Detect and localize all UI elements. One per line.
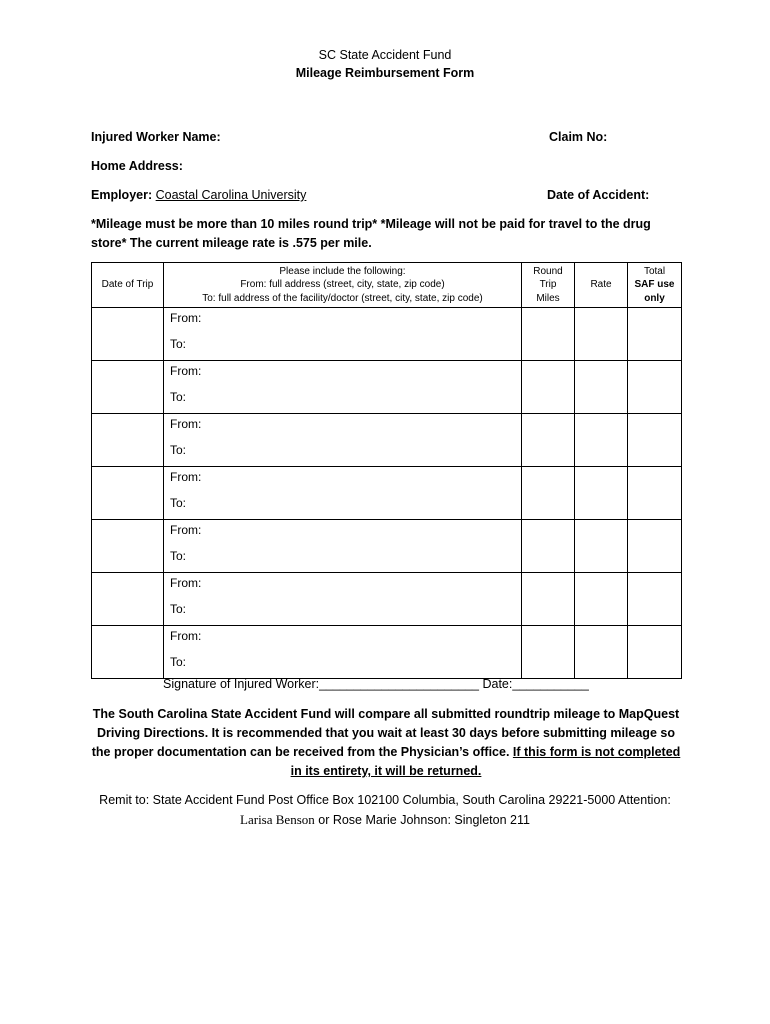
rate-cell[interactable]	[575, 520, 628, 573]
rate-cell[interactable]	[575, 414, 628, 467]
employer-value: Coastal Carolina University	[155, 188, 307, 202]
address-cell[interactable]	[164, 414, 522, 467]
round-trip-miles-cell[interactable]	[522, 626, 575, 679]
employer-field[interactable]	[91, 188, 306, 202]
home-address-field[interactable]	[91, 159, 183, 173]
table-row	[92, 308, 682, 361]
total-cell[interactable]	[628, 520, 682, 573]
table-row	[92, 520, 682, 573]
date-of-trip-cell[interactable]	[92, 467, 164, 520]
date-of-accident-label: Date of Accident:	[547, 188, 650, 202]
injured-worker-name-field[interactable]	[91, 130, 221, 144]
returned-warning: If this form is not completed in its entirety, it will be returned.	[290, 745, 681, 778]
round-trip-miles-cell[interactable]	[522, 520, 575, 573]
date-of-trip-cell[interactable]	[92, 414, 164, 467]
to-label: To:	[170, 602, 187, 616]
date-of-trip-cell[interactable]	[92, 573, 164, 626]
remit-line: Remit to: State Accident Fund Post Office Box 102100 Columbia, South Carolina 29221-5000 Attention:	[99, 793, 671, 807]
from-label: From:	[170, 311, 202, 325]
table-row	[92, 626, 682, 679]
to-label: To:	[170, 337, 187, 351]
address-cell[interactable]	[164, 308, 522, 361]
total-cell[interactable]	[628, 361, 682, 414]
rate-cell[interactable]	[575, 467, 628, 520]
organization-name: SC State Accident Fund	[318, 48, 452, 62]
date-of-trip-cell[interactable]	[92, 520, 164, 573]
remit-address	[60, 791, 710, 830]
remit-contact-rest: or Rose Marie Johnson: Singleton 211	[314, 813, 530, 827]
round-trip-miles-cell[interactable]	[522, 414, 575, 467]
injured-worker-name-label: Injured Worker Name:	[91, 130, 221, 144]
table-row	[92, 414, 682, 467]
round-trip-miles-cell[interactable]	[522, 308, 575, 361]
total-cell[interactable]	[628, 626, 682, 679]
claim-no-field[interactable]	[549, 130, 607, 144]
round-trip-miles-cell[interactable]	[522, 467, 575, 520]
compare-text: The South Carolina State Accident Fund will compare all submitted roundtrip mileage to MapQuest Driving Directions. It is recommended that you wait at least 30 days before submitting mileage so the proper documentation can be received from the Physician’s office.	[91, 707, 680, 759]
rate-cell[interactable]	[575, 626, 628, 679]
total-cell[interactable]	[628, 573, 682, 626]
to-label: To:	[170, 443, 187, 457]
round-trip-miles-cell[interactable]	[522, 573, 575, 626]
mapquest-notice	[91, 705, 681, 781]
round-trip-miles-cell[interactable]	[522, 361, 575, 414]
to-label: To:	[170, 655, 187, 669]
from-label: From:	[170, 470, 202, 484]
to-label: To:	[170, 549, 187, 563]
from-label: From:	[170, 629, 202, 643]
col-header-rate: Rate	[575, 263, 628, 308]
to-label: To:	[170, 390, 187, 404]
signature-line[interactable]: Signature of Injured Worker:_______________________ Date:___________	[163, 677, 589, 691]
employer-label: Employer:	[91, 188, 153, 202]
total-cell[interactable]	[628, 414, 682, 467]
col-header-address: Please include the following: From: full address (street, city, state, zip code) To: full address of the facility/doctor (street, city, state, zip code)	[164, 263, 522, 308]
mileage-table	[91, 262, 682, 679]
address-cell[interactable]	[164, 573, 522, 626]
date-of-trip-cell[interactable]	[92, 308, 164, 361]
claim-no-label: Claim No:	[549, 130, 608, 144]
rate-cell[interactable]	[575, 573, 628, 626]
table-row	[92, 467, 682, 520]
col-header-round-trip-miles: Round Trip Miles	[522, 263, 575, 308]
total-cell[interactable]	[628, 308, 682, 361]
from-label: From:	[170, 523, 202, 537]
to-label: To:	[170, 496, 187, 510]
address-cell[interactable]	[164, 626, 522, 679]
from-label: From:	[170, 417, 202, 431]
date-of-accident-field[interactable]	[547, 188, 649, 202]
from-label: From:	[170, 364, 202, 378]
table-row	[92, 361, 682, 414]
date-of-trip-cell[interactable]	[92, 626, 164, 679]
total-cell[interactable]	[628, 467, 682, 520]
home-address-label: Home Address:	[91, 159, 183, 173]
table-header-row	[92, 263, 682, 308]
mileage-notice: *Mileage must be more than 10 miles round trip* *Mileage will not be paid for travel to the drug store* The current mileage rate is .575 per mile.	[91, 217, 651, 250]
from-label: From:	[170, 576, 202, 590]
address-cell[interactable]	[164, 467, 522, 520]
table-row	[92, 573, 682, 626]
remit-contact-name: Larisa Benson	[240, 812, 315, 827]
address-cell[interactable]	[164, 520, 522, 573]
rate-cell[interactable]	[575, 361, 628, 414]
col-header-total: Total SAF use only	[628, 263, 682, 308]
date-of-trip-cell[interactable]	[92, 361, 164, 414]
col-header-date-of-trip: Date of Trip	[92, 263, 164, 308]
rate-cell[interactable]	[575, 308, 628, 361]
form-title: Mileage Reimbursement Form	[295, 66, 475, 80]
address-cell[interactable]	[164, 361, 522, 414]
